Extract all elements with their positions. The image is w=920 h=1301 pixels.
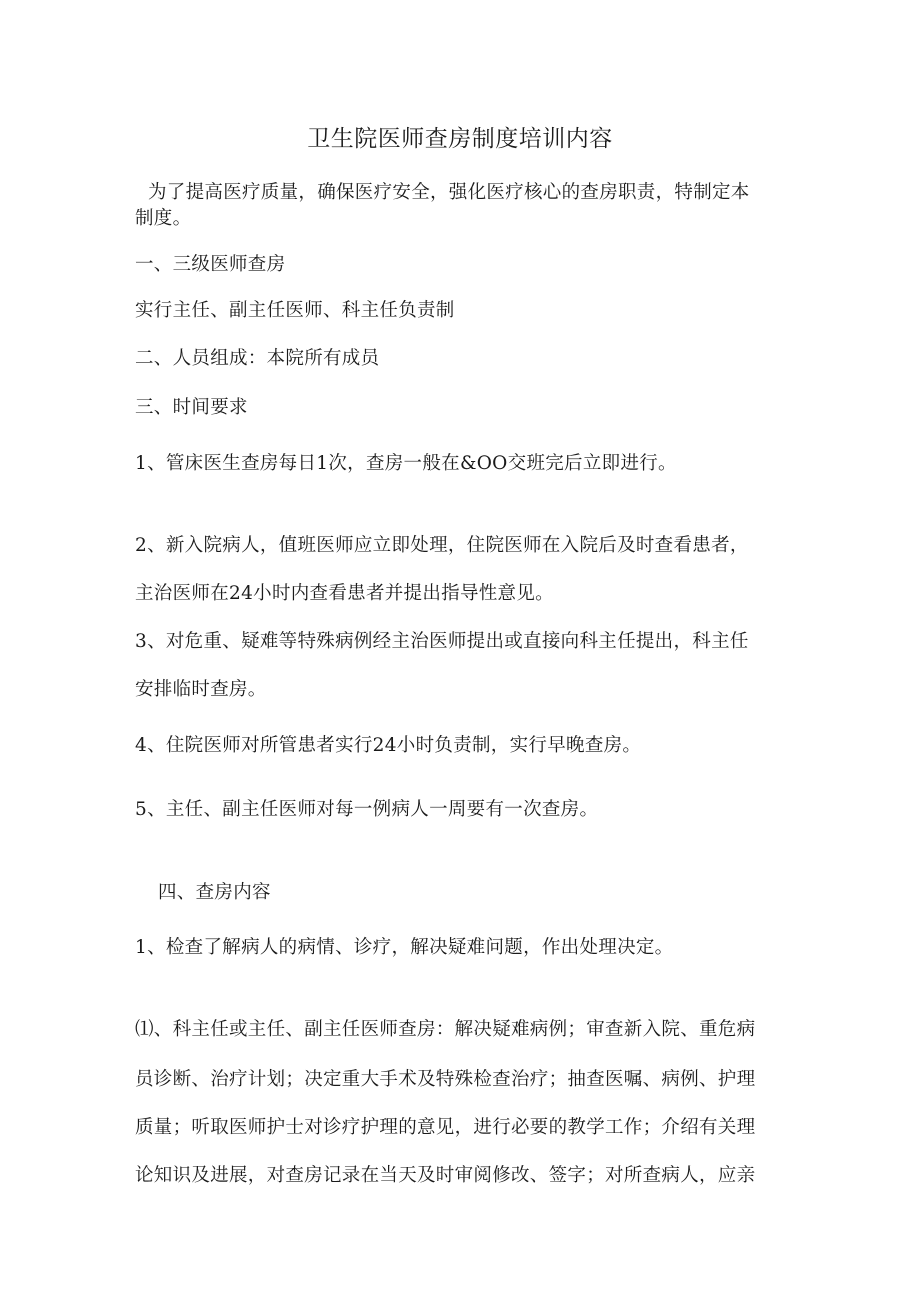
section-2-heading: 二、人员组成：本院所有成员	[135, 348, 380, 369]
time-item-3-line-1: 3、对危重、疑难等特殊病例经主治医师提出或直接向科主任提出，科主任	[135, 631, 749, 652]
time-item-2-line-2: 主治医师在24小时内查看患者并提出指导性意见。	[135, 583, 554, 604]
time-item-4: 4、住院医师对所管患者实行24小时负责制，实行早晚查房。	[135, 735, 642, 756]
intro-line-1: 为了提高医疗质量，确保医疗安全，强化医疗核心的查房职责，特制定本	[148, 182, 750, 203]
content-item-1: 1、检查了解病人的病情、诊疗，解决疑难问题，作出处理决定。	[135, 937, 674, 958]
section-1-heading: 一、三级医师查房	[135, 254, 286, 275]
time-item-3-line-2: 安排临时查房。	[135, 679, 267, 700]
time-item-5: 5、主任、副主任医师对每一例病人一周要有一次查房。	[135, 799, 599, 820]
section-1-body: 实行主任、副主任医师、科主任负责制	[135, 300, 455, 321]
intro-line-2: 制度。	[135, 208, 192, 229]
time-item-2-line-1: 2、新入院病人，值班医师应立即处理，住院医师在入院后及时查看患者，	[135, 535, 749, 556]
content-paragraph-line-3: 质量；听取医师护士对诊疗护理的意见，进行必要的教学工作；介绍有关理	[135, 1117, 756, 1138]
content-paragraph-line-2: 员诊断、治疗计划；决定重大手术及特殊检查治疗；抽查医嘱、病例、护理	[135, 1069, 756, 1090]
document-title: 卫生院医师查房制度培训内容	[307, 126, 613, 152]
content-paragraph-line-4: 论知识及进展，对查房记录在当天及时审阅修改、签字；对所查病人，应亲	[135, 1165, 756, 1186]
time-item-1: 1、管床医生查房每日1次，查房一般在&OO交班完后立即进行。	[135, 453, 677, 474]
section-4-heading: 四、查房内容	[158, 882, 271, 903]
content-paragraph-line-1: ⑴、科主任或主任、副主任医师查房：解决疑难病例；审查新入院、重危病	[135, 1019, 756, 1040]
section-3-heading: 三、时间要求	[135, 397, 248, 418]
